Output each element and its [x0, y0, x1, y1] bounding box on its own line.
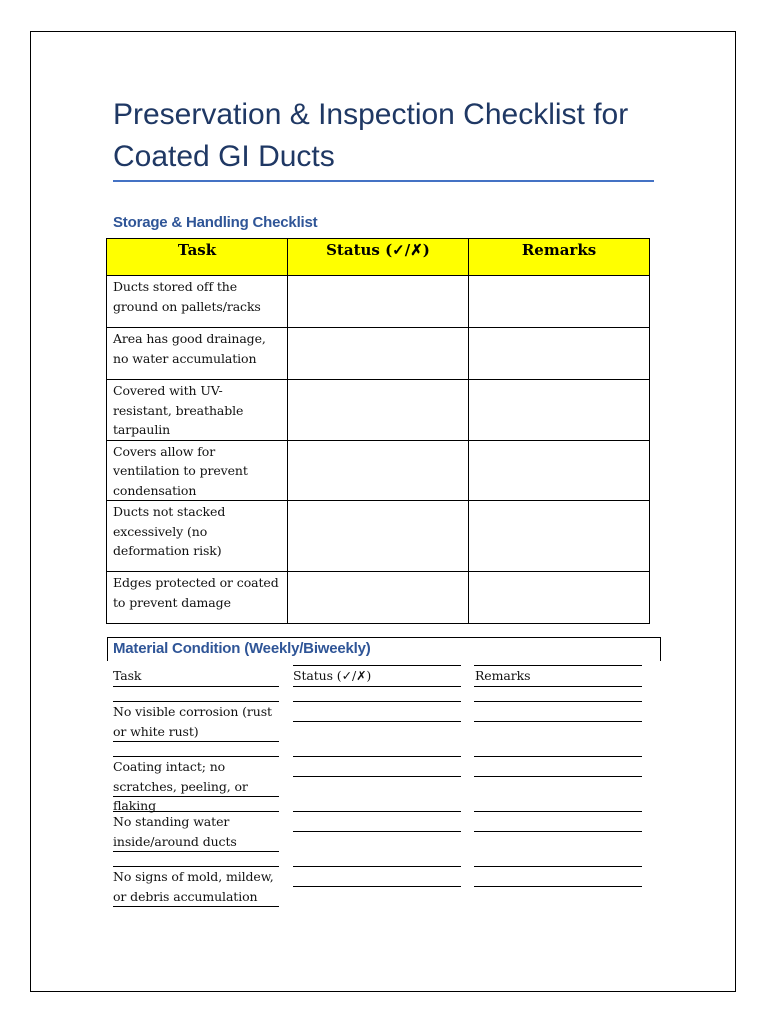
status-cell[interactable]	[288, 572, 469, 624]
status-input-line[interactable]	[293, 831, 461, 832]
remarks-input-line[interactable]	[474, 721, 642, 722]
status-input-line[interactable]	[293, 776, 461, 777]
task-cell: Covered with UV-resistant, breathable tarpaulin	[107, 380, 288, 441]
remarks-cell[interactable]	[469, 380, 650, 441]
remarks-input-line[interactable]	[474, 831, 642, 832]
remarks-input-line[interactable]	[474, 701, 642, 702]
material-column-header-remarks: Remarks	[475, 668, 531, 683]
status-cell[interactable]	[288, 328, 469, 380]
table-row	[107, 440, 650, 501]
status-input-line[interactable]	[293, 811, 461, 812]
table-row	[107, 572, 650, 624]
remarks-header-rule	[474, 686, 642, 687]
task-row-bottom-rule	[113, 906, 279, 907]
title-underline	[113, 180, 654, 182]
column-header-task: Task	[107, 239, 288, 276]
remarks-input-line[interactable]	[474, 886, 642, 887]
status-input-line[interactable]	[293, 756, 461, 757]
material-task-text: Coating intact; no scratches, peeling, or flaking	[113, 759, 248, 813]
table-header-row	[107, 239, 650, 276]
status-cell[interactable]	[288, 440, 469, 501]
task-cell: Area has good drainage, no water accumulation	[107, 328, 288, 380]
remarks-cell[interactable]	[469, 276, 650, 328]
material-task-text: No signs of mold, mildew, or debris accumulation	[113, 869, 274, 904]
task-cell: Ducts not stacked excessively (no deformation risk)	[107, 501, 288, 572]
remarks-cell[interactable]	[469, 328, 650, 380]
storage-checklist-table	[106, 238, 650, 624]
table-row	[107, 501, 650, 572]
task-row-bottom-rule	[113, 741, 279, 742]
remarks-cell[interactable]	[469, 440, 650, 501]
document-title: Preservation & Inspection Checklist for Coated GI Ducts	[113, 98, 629, 173]
status-input-line[interactable]	[293, 721, 461, 722]
task-row-bottom-rule	[113, 851, 279, 852]
task-cell: Edges protected or coated to prevent damage	[107, 572, 288, 624]
remarks-input-line[interactable]	[474, 811, 642, 812]
material-task-text: No visible corrosion (rust or white rust)	[113, 704, 272, 739]
status-header-rule	[293, 686, 461, 687]
task-cell: Covers allow for ventilation to prevent condensation	[107, 440, 288, 501]
table-row	[107, 328, 650, 380]
remarks-input-line[interactable]	[474, 776, 642, 777]
material-column-header-task: Task	[113, 668, 142, 683]
remarks-cell[interactable]	[469, 572, 650, 624]
status-input-line[interactable]	[293, 866, 461, 867]
status-cell[interactable]	[288, 276, 469, 328]
status-input-line[interactable]	[293, 886, 461, 887]
material-section-heading: Material Condition (Weekly/Biweekly)	[113, 640, 371, 657]
column-header-status: Status (✓/✗)	[288, 239, 469, 276]
material-column-header-status: Status (✓/✗)	[293, 668, 372, 683]
status-cell[interactable]	[288, 501, 469, 572]
remarks-input-line[interactable]	[474, 756, 642, 757]
task-row-bottom-rule	[113, 796, 279, 797]
material-task-text: No standing water inside/around ducts	[113, 814, 237, 849]
remarks-input-line[interactable]	[474, 866, 642, 867]
column-header-remarks: Remarks	[469, 239, 650, 276]
task-cell: Ducts stored off the ground on pallets/racks	[107, 276, 288, 328]
remarks-cell[interactable]	[469, 501, 650, 572]
table-row	[107, 380, 650, 441]
table-row	[107, 276, 650, 328]
storage-section-heading: Storage & Handling Checklist	[113, 214, 318, 231]
status-cell[interactable]	[288, 380, 469, 441]
status-input-line[interactable]	[293, 701, 461, 702]
task-header-rule	[113, 686, 279, 687]
